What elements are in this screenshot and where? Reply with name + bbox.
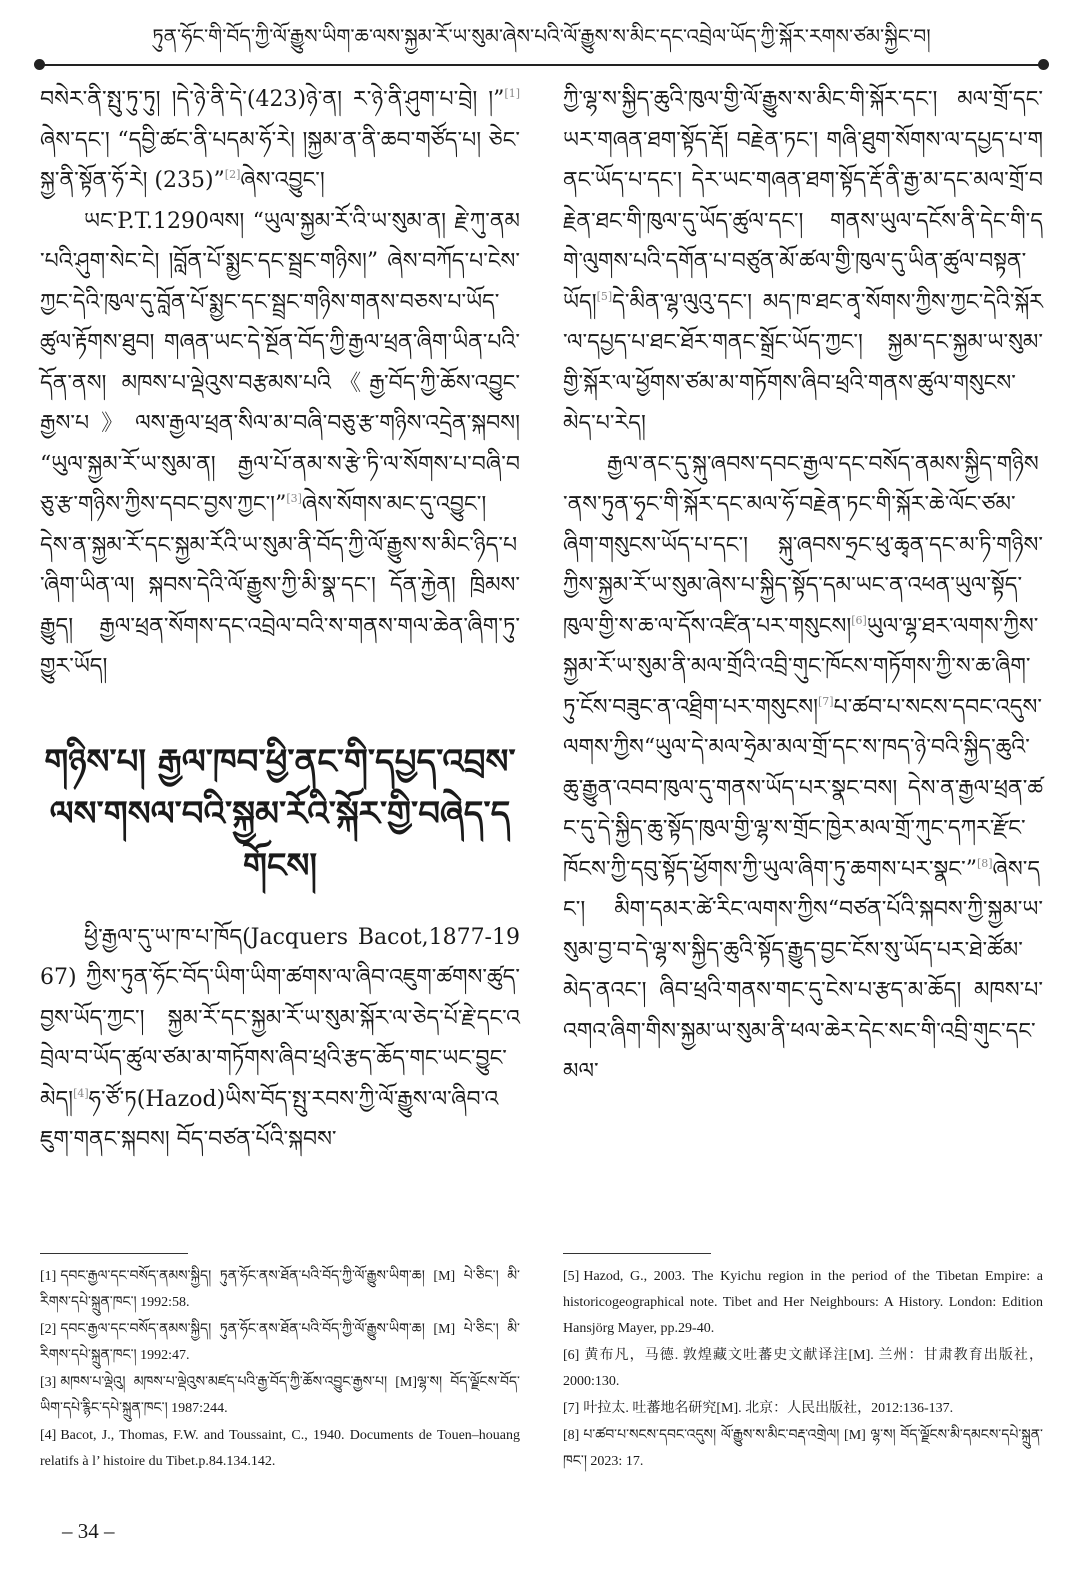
running-header: ཏུན་ཧོང་གི་བོད་ཀྱི་ལོ་རྒྱུས་ཡིག་ཆ་ལས་སྐྱམ་རོ་ཡ་སུམ་ཞེས་པའི་ལོ་རྒྱུས་ས་མིང་དང་འབྲེལ་ཡོད་ཀྱི་སྐོར་རགས་ཙམ་སྐྱིང་བ། bbox=[152, 24, 931, 48]
footnote-ref[interactable]: [7] bbox=[817, 694, 834, 708]
footnote-divider bbox=[563, 1253, 711, 1254]
footnote-number: [2] bbox=[40, 1322, 57, 1337]
page-number: – 34 – bbox=[62, 1519, 115, 1543]
footnote-ref[interactable]: [5] bbox=[596, 289, 613, 303]
section-heading: གཉིས་པ། རྒྱལ་ཁབ་ཕྱི་ནང་གི་དཔྱད་འབྲས་ལས་གསལ་བའི་སྐྱམ་རོའི་སྐོར་གྱི་བཞེད་དགོངས། bbox=[44, 741, 516, 886]
footnote-text: པ་ཚབ་པ་སངས་དབང་འདུས། ལོ་རྒྱུས་ས་མིང་བརྡ་འགྲེལ། [M] ལྷ་ས། བོད་ལྗོངས་མི་དམངས་དཔེ་སྐྲུན་ཁང་། 2023: 17. bbox=[563, 1428, 1043, 1469]
footnote-number: [1] bbox=[40, 1269, 57, 1284]
paragraph bbox=[40, 202, 520, 688]
footnotes-right bbox=[563, 1264, 1043, 1476]
footnote bbox=[40, 1370, 520, 1422]
paragraph-text: ཡང་P.T.1290ལས། “ཡུལ་སྐྱམ་རོ་འི་ཡ་སུམ་ན། རྗེ་ཀུ་ནམ་པའི་ཤུག་སེང་ངེ། །བློན་པོ་སྨྱང་དང་སྦྲང་གཉིས།” ཞེས་བཀོད་པ་ངེས་ཀྱང་དེའི་ཁུལ་དུ་བློན་པོ་སྨྱང་དང་སྦྲང་གཉིས་གནས་བཅས་པ་ཡོད་ཚུལ་རྟོགས་ཐུབ། གཞན་ཡང་དེ་སྔོན་བོད་ཀྱི་རྒྱལ་ཕྲན་ཞིག་ཡིན་པའི་དོན་ནས། མཁས་པ་ལྡེའུས་བརྩམས་པའི《རྒྱ་བོད་ཀྱི་ཆོས་འབྱུང་རྒྱས་པ》ལས་རྒྱལ་ཕྲན་སིལ་མ་བཞི་བཅུ་རྩ་གཉིས་འདྲེན་སྐབས། “ཡུལ་སྐྱམ་རོ་ཡ་སུམ་ན། རྒྱལ་པོ་ནམ་ས་རྩེ་ཏི་ལ་སོགས་པ་བཞི་བཅུ་རྩ་གཉིས་ཀྱིས་དབང་བྱས་ཀྱང་།” bbox=[40, 208, 520, 517]
paragraph-text: བསེར་ནི་སྤུ་ཏུ་ཏུ། །དེ་ཉེ་ནི་དེ་(423)ཉེ་ན། ར་ཉེ་ནི་ཤུག་པ་བྲེ། །” bbox=[40, 87, 505, 112]
right-column bbox=[563, 80, 1043, 1093]
paragraph-text: ཞེས་དང་། “དབྱི་ཚང་ནི་པདམ་ཧོ་རེ། །སྐྱམ་ན་ནི་ཆབ་གཙོད་པ། ཅེང་སྐྱ་ནི་སྟོན་ཧོ་རེ། (235)” bbox=[40, 127, 520, 193]
header-rule-right-dot bbox=[1038, 59, 1049, 70]
footnote-number: [8] bbox=[563, 1428, 580, 1443]
footnote-ref[interactable]: [8] bbox=[976, 856, 993, 870]
footnote-ref[interactable]: [6] bbox=[851, 613, 867, 627]
paragraph-text: ཀྱི་ལྷ་ས་སྐྱིད་ཆུའི་ཁུལ་གྱི་ལོ་རྒྱུས་ས་མིང་གི་སྐོར་དང་། མལ་གྲོ་དང་ཡར་གཞན་ཐག་སྟོད་རྡོ། བརྗེན་ཏང་། གཞི་ཐུག་སོགས་ལ་དཔྱད་པ་གནང་ཡོད་པ་དང་། དེར་ཡང་གཞན་ཐག་སྟོད་རྡོ་ནི་རྒྱ་མ་དང་མལ་གྲོ་བརྗེན་ཐང་གི་ཁུལ་དུ་ཡོད་ཚུལ་དང་། གནས་ཡུལ་དངོས་ནི་དེང་གི་དགེ་ལུགས་པའི་དགོན་པ་བཙུན་མོ་ཚལ་གྱི་ཁུལ་དུ་ཡིན་ཚུལ་བསྟན་ཡོད། bbox=[563, 87, 1043, 315]
paragraph bbox=[40, 918, 520, 1161]
footnote-text: Bacot, J., Thomas, F.W. and Toussaint, C., 1940. Documents de Touen–houang relatifs à l’ histoire du Tibet.p.84.134.142. bbox=[40, 1428, 520, 1469]
footnote-ref[interactable]: [4] bbox=[73, 1086, 89, 1100]
footnote-ref[interactable]: [3] bbox=[286, 492, 302, 505]
paragraph-text: ཞེས་འབྱུང་། bbox=[240, 168, 325, 193]
paragraph bbox=[40, 80, 520, 202]
paragraph-text: པ་ཚབ་པ་སངས་དབང་འདུས་ལགས་ཀྱིས“ཡུལ་དེ་མལ་ཧྲེམ་མལ་གྲོ་དང་ས་ཁད་ཉེ་བའི་སྐྱིད་ཆུའི་ཆུ་རྒྱུན་འབབ་ཁུལ་དུ་གནས་ཡོད་པར་སྣང་བས། དེས་ན་རྒྱལ་ཕྲན་ཚང་དུ་དེ་སྐྱིད་ཆུ་སྟོད་ཁུལ་གྱི་ལྷ་ས་གྲོང་ཁྱེར་མལ་གྲོ་ཀུང་དཀར་རྫོང་ཁོངས་ཀྱི་དབུ་སྟོད་ཕྱོགས་ཀྱི་ཡུལ་ཞིག་ཏུ་ཆགས་པར་སྣང་” bbox=[563, 694, 1043, 882]
footnote-text: དབང་རྒྱལ་དང་བསོད་ནམས་སྐྱིད། ཏུན་ཧོང་ནས་ཐོན་པའི་བོད་ཀྱི་ལོ་རྒྱུས་ཡིག་ཆ། [M] པེ་ཅིང་། མི་རིགས་དཔེ་སྐྲུན་ཁང་། 1992:58. bbox=[40, 1269, 520, 1310]
paragraph-text: ཡུལ་ལྷ་ཐར་ལགས་ཀྱིས་སྐྱམ་རོ་ཡ་སུམ་ནི་མལ་གྲོའི་འབྲི་གུང་ཁོངས་གཏོགས་ཀྱི་ས་ཆ་ཞིག་ཏུ་ངོས་བཟུང་ན་འཐྲིག་པར་གསུངས། bbox=[563, 613, 1039, 720]
footnote bbox=[40, 1317, 520, 1369]
footnote-number: [6] bbox=[563, 1348, 580, 1363]
footnote bbox=[40, 1264, 520, 1316]
footnote-number: [5] bbox=[563, 1269, 580, 1284]
footnote bbox=[563, 1423, 1043, 1475]
footnote-text: 叶拉太. 吐蕃地名研究[M]. 北京：人民出版社，2012:136-137. bbox=[583, 1401, 954, 1416]
footnote-divider bbox=[40, 1253, 188, 1254]
footnote bbox=[40, 1423, 520, 1475]
footnote-text: མཁས་པ་ལྡེའུ། མཁས་པ་ལྡེའུས་མཛད་པའི་རྒྱ་བོད་ཀྱི་ཆོས་འབྱུང་རྒྱས་པ། [M]ལྷ་ས། བོད་ལྗོངས་བོད་ཡིག་དཔེ་རྙིང་དཔེ་སྐྲུན་ཁང་། 1987:244. bbox=[40, 1375, 520, 1416]
paragraph-text: རྒྱལ་ནང་དུ་སྐུ་ཞབས་དབང་རྒྱལ་དང་བསོད་ནམས་སྐྱིད་གཉིས་ནས་ཏུན་ཧྭང་གི་སྐོར་དང་མལ་ཧོ་བརྗེན་ཏང་གི་སྐོར་ཆེ་ལོང་ཙམ་ཞིག་གསུངས་ཡོད་པ་དང་། སྐུ་ཞབས་ཧྲང་ཕུ་ཆྭན་དང་མ་ཏི་གཉིས་ཀྱིས་སྐྱམ་རོ་ཡ་སུམ་ཞེས་པ་སྐྱིད་སྟོད་དམ་ཡང་ན་འཕན་ཡུལ་སྟོད་ཁུལ་གྱི་ས་ཆ་ལ་དོས་འཛིན་པར་གསུངས། bbox=[563, 451, 1043, 639]
footnote-number: [3] bbox=[40, 1375, 57, 1390]
footnote bbox=[563, 1396, 1043, 1422]
paragraph-text: དེ་མིན་ལྷ་ལུའུ་དང་། མད་ཁ་ཐང་ནྭ་སོགས་ཀྱིས་ཀྱང་དེའི་སྐོར་ལ་དཔྱད་པ་ཐང་ཐོར་གནང་སྒྲོང་ཡོད་ཀྱང་། སྐྱམ་དང་སྐྱམ་ཡ་སུམ་གྱི་སྐོར་ལ་ཕྱོགས་ཙམ་མ་གཏོགས་ཞིབ་ཕྲའི་གནས་ཚུལ་གསུངས་མེད་པ་རེད། bbox=[563, 289, 1043, 436]
left-column bbox=[40, 80, 520, 1161]
footnote-number: [7] bbox=[563, 1401, 580, 1416]
footnote-number: [4] bbox=[40, 1428, 57, 1443]
footnote-ref[interactable]: [1] bbox=[504, 87, 520, 100]
footnote bbox=[563, 1264, 1043, 1342]
footnote-ref[interactable]: [2] bbox=[224, 168, 241, 181]
paragraph-text: ཞེས་དང་། མིག་དམར་ཚེ་རིང་ལགས་ཀྱིས“བཙན་པོའི་སྐབས་ཀྱི་སྐྱམ་ཡ་སུམ་བྱ་བ་དེ་ལྷ་ས་སྐྱིད་ཆུའི་སྟོད་རྒྱུད་བྱང་ངོས་སུ་ཡོད་པར་ཐེ་ཚོམ་མེད་ནའང་། ཞིབ་ཕྲའི་གནས་གང་དུ་ངེས་པ་རྩད་མ་ཆོད། མཁས་པ་འགའ་ཞིག་གིས་སྐྱམ་ཡ་སུམ་ནི་ཕལ་ཆེར་དེང་སང་གི་འབྲི་གུང་དང་མལ་ bbox=[563, 856, 1043, 1084]
paragraph-text: ཞེས་སོགས་མང་དུ་འབྱུང་། དེས་ན་སྐྱམ་རོ་དང་སྐྱམ་རོའི་ཡ་སུམ་ནི་བོད་ཀྱི་ལོ་རྒྱུས་ས་མིང་ཉིད་པ་ཞིག་ཡིན་ལ། སྐབས་དེའི་ལོ་རྒྱུས་ཀྱི་མི་སྣ་དང་། དོན་རྐྱེན། ཁྲིམས་རྒྱུད། རྒྱལ་ཕྲན་སོགས་དང་འབྲེལ་བའི་ས་གནས་གལ་ཆེན་ཞིག་ཏུ་གྱུར་ཡོད། bbox=[40, 492, 520, 679]
paragraph bbox=[563, 445, 1043, 1093]
footnote-text: དབང་རྒྱལ་དང་བསོད་ནམས་སྐྱིད། ཏུན་ཧོང་ནས་ཐོན་པའི་བོད་ཀྱི་ལོ་རྒྱུས་ཡིག་ཆ། [M] པེ་ཅིང་། མི་རིགས་དཔེ་སྐྲུན་ཁང་། 1992:47. bbox=[40, 1322, 520, 1363]
footnote-text: 黄布凡，马德. 敦煌藏文吐蕃史文献译注[M]. 兰州：甘肃教育出版社，2000:130. bbox=[563, 1348, 1043, 1389]
footnote-text: Hazod, G., 2003. The Kyichu region in the period of the Tibetan Empire: a historicogeographical note. Tibet and Her Neighbours: A History. London: Edition Hansjörg Mayer, pp.29-40. bbox=[563, 1269, 1043, 1336]
paragraph-text: ཧ་ཙོ་ཏ(Hazod)ཡིས་བོད་སྤུ་རབས་ཀྱི་ལོ་རྒྱུས་ལ་ཞིབ་འཇུག་གནང་སྐབས། བོད་བཙན་པོའི་སྐབས་ bbox=[40, 1086, 499, 1152]
footnotes-left bbox=[40, 1264, 520, 1476]
paragraph bbox=[563, 80, 1043, 445]
header-rule bbox=[38, 64, 1045, 66]
paragraph-text: ཕྱི་རྒྱལ་དུ་ཡ་ཁ་པ་ཁོད(Jacquers Bacot,1877-1967) ཀྱིས་ཏུན་ཧོང་བོད་ཡིག་ཡིག་ཚགས་ལ་ཞིབ་འཇུག་ཚགས་ཚུད་བྱས་ཡོད་ཀྱང་། སྐྱམ་རོ་དང་སྐྱམ་རོ་ཡ་སུམ་སྐོར་ལ་ཅེད་པོ་རྗེ་དང་འབྲེལ་བ་ཡོད་ཚུལ་ཙམ་མ་གཏོགས་ཞིབ་ཕྲའི་རྩད་ཆོད་གང་ཡང་བྱུང་མེད། bbox=[40, 924, 520, 1112]
footnote bbox=[563, 1343, 1043, 1395]
